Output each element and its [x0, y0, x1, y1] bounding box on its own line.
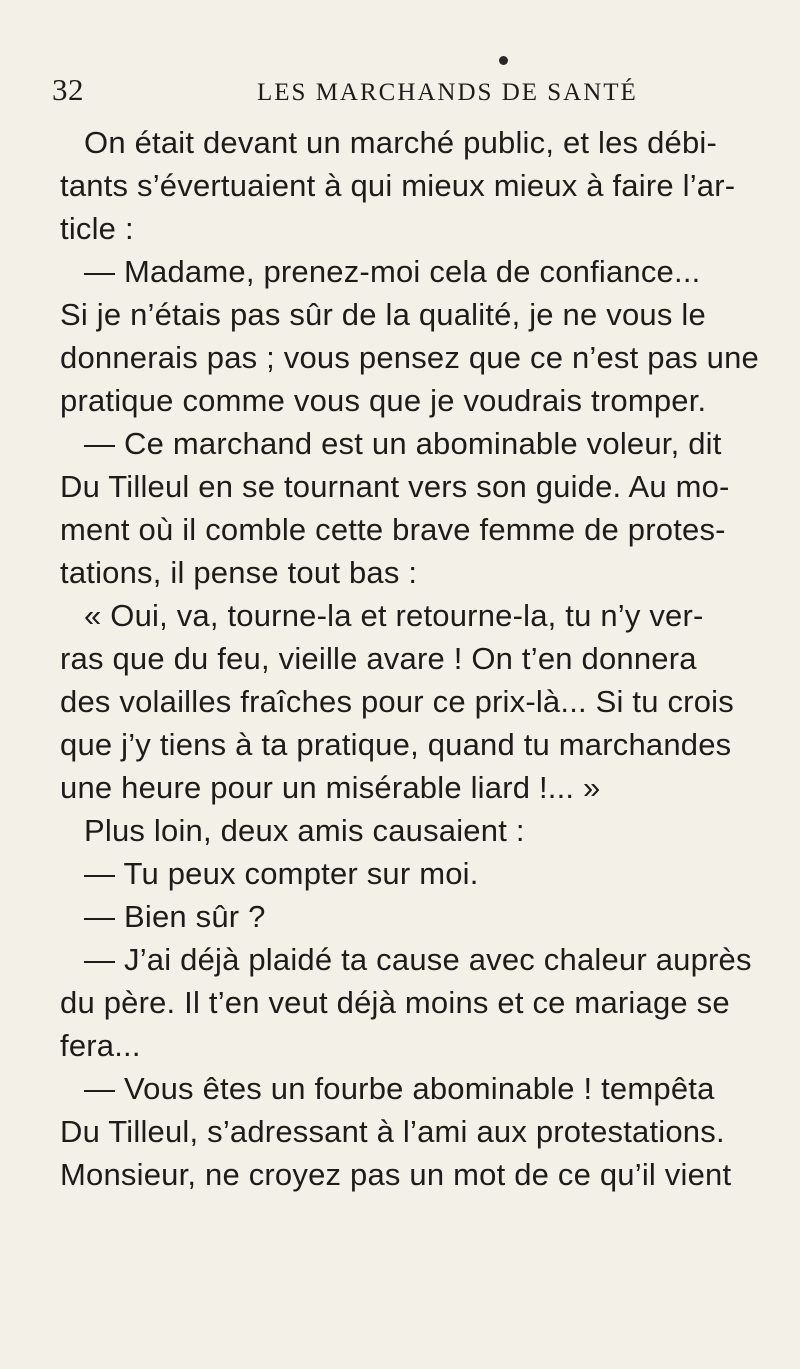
text-line: ment où il comble cette brave femme de protes-: [60, 512, 726, 547]
text-line: tations, il pense tout bas :: [60, 555, 418, 590]
text-line: ras que du feu, vieille avare ! On t’en donnera: [60, 641, 697, 676]
text-line: tants s’évertuaient à qui mieux mieux à faire l’ar-: [60, 168, 736, 203]
text-line: pratique comme vous que je voudrais tromper.: [60, 383, 707, 418]
text-line: Monsieur, ne croyez pas un mot de ce qu’il vient: [60, 1157, 732, 1192]
text-line: — Madame, prenez-moi cela de confiance...: [84, 254, 701, 289]
text-line: donnerais pas ; vous pensez que ce n’est pas une: [60, 340, 759, 375]
text-line: — Bien sûr ?: [84, 899, 266, 934]
text-line: Si je n’étais pas sûr de la qualité, je ne vous le: [60, 297, 706, 332]
text-line: — J’ai déjà plaidé ta cause avec chaleur auprès: [84, 942, 752, 977]
text-line: Du Tilleul en se tournant vers son guide. Au mo-: [60, 469, 730, 504]
ink-dot: [499, 56, 508, 65]
page-header: [52, 52, 758, 107]
text-line: Plus loin, deux amis causaient :: [84, 813, 525, 848]
text-line: du père. Il t’en veut déjà moins et ce mariage se: [60, 985, 730, 1020]
text-line: — Vous êtes un fourbe abominable ! tempêta: [84, 1071, 715, 1106]
page-number: 32: [52, 72, 84, 107]
body-text: [60, 121, 765, 1196]
text-line: fera...: [60, 1028, 141, 1063]
running-title: LES MARCHANDS DE SANTÉ: [257, 79, 638, 106]
text-line: — Ce marchand est un abominable voleur, dit: [84, 426, 722, 461]
text-line: que j’y tiens à ta pratique, quand tu marchandes: [60, 727, 732, 762]
text-line: Du Tilleul, s’adressant à l’ami aux protestations.: [60, 1114, 725, 1149]
text-line: des volailles fraîches pour ce prix-là... Si tu crois: [60, 684, 734, 719]
text-line: — Tu peux compter sur moi.: [84, 856, 479, 891]
text-line: On était devant un marché public, et les débi-: [84, 125, 717, 160]
text-line: « Oui, va, tourne-la et retourne-la, tu n’y ver-: [84, 598, 704, 633]
text-line: une heure pour un misérable liard !... »: [60, 770, 601, 805]
text-line: ticle :: [60, 211, 134, 246]
